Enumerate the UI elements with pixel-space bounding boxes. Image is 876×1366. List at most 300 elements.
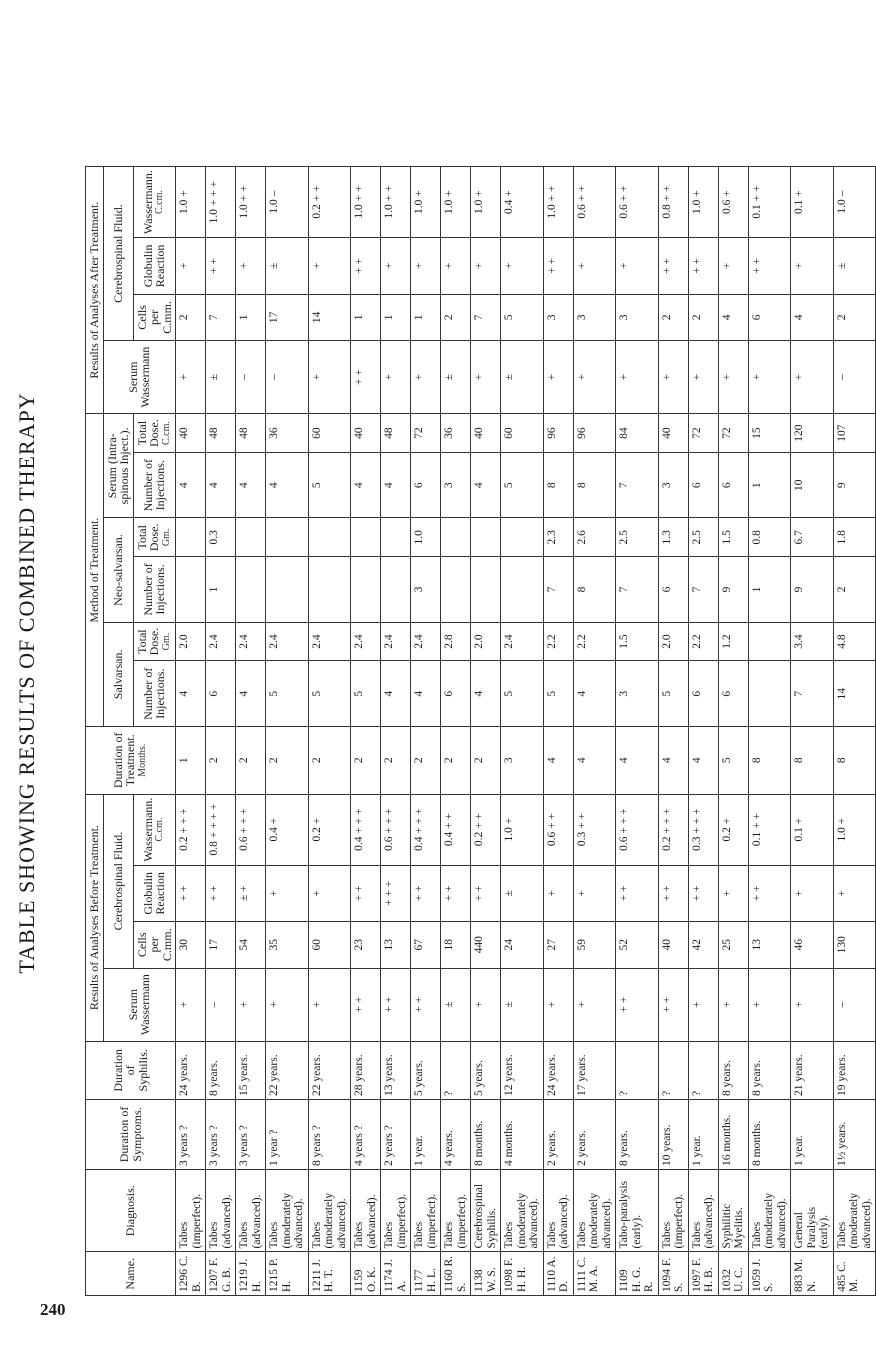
cell-globulin-before: + + + [381, 865, 411, 921]
cell-serum-wass-after: + [381, 341, 411, 414]
cell-cells-before: 13 [381, 922, 411, 969]
cell-globulin-after: + + [658, 238, 688, 294]
cell-name: 883 M. N. [791, 1252, 834, 1296]
cell-name: 1211 J. H. T. [308, 1252, 351, 1296]
cell-csf-wass-after: 0.6 + [718, 167, 748, 238]
cell-neo-number: 1 [748, 557, 791, 623]
cell-globulin-after: ± [833, 238, 876, 294]
cell-cells-after: 7 [471, 294, 501, 341]
cell-diagnosis: Tabes (imperfect). [176, 1170, 206, 1252]
cell-serum-dose: 60 [308, 414, 351, 453]
cell-duration-syphilis: 24 years. [176, 1041, 206, 1099]
header-csf-wass-before-label: Wassermann. [140, 797, 155, 862]
cell-duration-symptoms: 8 years. [616, 1099, 659, 1169]
cell-diagnosis: Tabes (moderately advanced). [573, 1170, 616, 1252]
cell-csf-wass-after: 0.4 + [501, 167, 544, 238]
cell-globulin-before: + [791, 865, 834, 921]
cell-duration-treatment: 4 [658, 726, 688, 794]
cell-serum-dose: 96 [573, 414, 616, 453]
cell-neo-number [236, 557, 266, 623]
cell-cells-before: 67 [411, 922, 441, 969]
cell-duration-symptoms: 1 year. [688, 1099, 718, 1169]
cell-csf-wass-before: 1.0 + [833, 794, 876, 865]
cell-name: 1059 J. S. [748, 1252, 791, 1296]
cell-csf-wass-before: 0.8 + + + + [206, 794, 236, 865]
cell-cells-after: 2 [658, 294, 688, 341]
cell-cells-after: 2 [441, 294, 471, 341]
header-neo-dose [133, 518, 176, 557]
cell-duration-syphilis: 19 years. [833, 1041, 876, 1099]
cell-serum-wass-before: + [688, 968, 718, 1041]
cell-cells-after: 2 [833, 294, 876, 341]
header-neosalvarsan: Neo-salvarsan. [103, 518, 133, 622]
cell-serum-dose: 36 [441, 414, 471, 453]
cell-duration-symptoms: 3 years ? [206, 1099, 236, 1169]
cell-cells-after: 1 [411, 294, 441, 341]
unit-months: Months. [136, 743, 148, 777]
cell-globulin-before: + + [748, 865, 791, 921]
cell-serum-number: 6 [688, 452, 718, 518]
cell-globulin-after: + [176, 238, 206, 294]
table-body [176, 167, 876, 1296]
cell-csf-wass-before: 0.2 + + [471, 794, 501, 865]
cell-neo-number: 8 [573, 557, 616, 623]
cell-serum-wass-before: + + [411, 968, 441, 1041]
cell-salvarsan-number: 4 [573, 661, 616, 727]
cell-name: 1207 F. G. B. [206, 1252, 236, 1296]
cell-duration-treatment: 8 [833, 726, 876, 794]
cell-serum-dose: 36 [266, 414, 309, 453]
cell-serum-wass-after: ± [441, 341, 471, 414]
cell-cells-before: 23 [351, 922, 381, 969]
header-name: Name. [86, 1252, 176, 1296]
cell-serum-number: 4 [351, 452, 381, 518]
cell-neo-dose [308, 518, 351, 557]
cell-duration-treatment: 4 [573, 726, 616, 794]
cell-duration-syphilis: 8 years. [748, 1041, 791, 1099]
cell-serum-wass-after: ± [501, 341, 544, 414]
cell-cells-after: 14 [308, 294, 351, 341]
unit-ccm: C.cm. [160, 421, 172, 445]
cell-diagnosis: Tabo-paralysis (early). [616, 1170, 659, 1252]
cell-duration-syphilis: 24 years. [543, 1041, 573, 1099]
cell-globulin-after: + [718, 238, 748, 294]
cell-serum-wass-after: + [308, 341, 351, 414]
cell-serum-wass-before: ± [441, 968, 471, 1041]
header-duration-symptoms: Duration of Symptoms. [86, 1099, 176, 1169]
header-globulin-after: Globulin Reaction [133, 238, 176, 294]
page-number: 240 [40, 1300, 66, 1319]
cell-csf-wass-before: 0.6 + + + [616, 794, 659, 865]
cell-name: 485 C. M. [833, 1252, 876, 1296]
table-row [236, 167, 266, 1296]
header-csf-wass-after-label: Wassermann. [140, 170, 155, 235]
cell-duration-treatment: 2 [411, 726, 441, 794]
header-csf-wass-after [133, 167, 176, 238]
cell-csf-wass-before: 0.2 + + + [176, 794, 206, 865]
cell-salvarsan-dose: 2.4 [206, 622, 236, 661]
cell-duration-treatment: 4 [543, 726, 573, 794]
cell-salvarsan-number: 3 [616, 661, 659, 727]
page-title: TABLE SHOWING RESULTS OF COMBINED THERAPY [14, 392, 39, 974]
cell-salvarsan-number: 14 [833, 661, 876, 727]
cell-serum-wass-after: + [411, 341, 441, 414]
cell-diagnosis: Tabes (advanced). [543, 1170, 573, 1252]
cell-serum-dose: 60 [501, 414, 544, 453]
cell-neo-dose: 1.8 [833, 518, 876, 557]
cell-cells-after: 5 [501, 294, 544, 341]
cell-duration-treatment: 5 [718, 726, 748, 794]
cell-neo-number [441, 557, 471, 623]
cell-csf-wass-before: 0.1 + [791, 794, 834, 865]
cell-csf-wass-before: 0.6 + + [543, 794, 573, 865]
cell-duration-treatment: 8 [791, 726, 834, 794]
cell-duration-symptoms: 2 years ? [381, 1099, 411, 1169]
cell-globulin-before: + [266, 865, 309, 921]
cell-duration-treatment: 2 [441, 726, 471, 794]
cell-name: 1177 H. L. [411, 1252, 441, 1296]
cell-cells-after: 7 [206, 294, 236, 341]
cell-neo-number [381, 557, 411, 623]
cell-neo-number: 7 [688, 557, 718, 623]
cell-neo-number: 2 [833, 557, 876, 623]
cell-globulin-before: ± [501, 865, 544, 921]
cell-serum-number: 9 [833, 452, 876, 518]
cell-name: 1111 C. M. A. [573, 1252, 616, 1296]
cell-salvarsan-number: 4 [236, 661, 266, 727]
cell-duration-symptoms: 3 years ? [176, 1099, 206, 1169]
cell-duration-symptoms: 4 months. [501, 1099, 544, 1169]
header-duration-syphilis: Duration of Syphilis. [86, 1041, 176, 1099]
cell-salvarsan-number: 5 [308, 661, 351, 727]
unit-gm: Gm. [160, 528, 172, 547]
cell-globulin-after: + [236, 238, 266, 294]
cell-csf-wass-after: 1.0 + + [543, 167, 573, 238]
cell-cells-after: 17 [266, 294, 309, 341]
cell-salvarsan-dose: 2.4 [381, 622, 411, 661]
cell-duration-syphilis: 5 years. [411, 1041, 441, 1099]
cell-csf-wass-before: 0.4 + + [441, 794, 471, 865]
header-results-after: Results of Analyses After Treatment. [86, 167, 104, 414]
cell-duration-syphilis: ? [658, 1041, 688, 1099]
cell-csf-wass-before: 0.2 + [718, 794, 748, 865]
cell-csf-wass-before: 0.3 + + + [688, 794, 718, 865]
header-method: Method of Treatment. [86, 414, 104, 727]
cell-diagnosis: Tabes (imperfect). [381, 1170, 411, 1252]
cell-neo-dose: 1.0 [411, 518, 441, 557]
table-row [748, 167, 791, 1296]
header-cells-after: Cells per C.mm. [133, 294, 176, 341]
cell-duration-symptoms: 4 years ? [351, 1099, 381, 1169]
table-row [543, 167, 573, 1296]
cell-serum-wass-before: – [833, 968, 876, 1041]
cell-serum-wass-before: + [308, 968, 351, 1041]
cell-salvarsan-number: 6 [718, 661, 748, 727]
cell-duration-symptoms: 4 years. [441, 1099, 471, 1169]
cell-serum-wass-before: + [543, 968, 573, 1041]
cell-diagnosis: Tabes (imperfect). [411, 1170, 441, 1252]
cell-serum-number: 7 [616, 452, 659, 518]
cell-globulin-after: + [411, 238, 441, 294]
cell-duration-symptoms: 1 year ? [266, 1099, 309, 1169]
cell-globulin-after: + + [688, 238, 718, 294]
cell-duration-treatment: 2 [351, 726, 381, 794]
cell-salvarsan-dose: 2.2 [688, 622, 718, 661]
cell-globulin-after: + + [351, 238, 381, 294]
cell-cells-after: 4 [718, 294, 748, 341]
cell-neo-dose [441, 518, 471, 557]
cell-neo-dose [381, 518, 411, 557]
cell-serum-number: 6 [718, 452, 748, 518]
cell-cells-after: 3 [616, 294, 659, 341]
cell-serum-wass-before: + [718, 968, 748, 1041]
table-row [791, 167, 834, 1296]
cell-salvarsan-number: 5 [543, 661, 573, 727]
cell-salvarsan-dose: 1.5 [616, 622, 659, 661]
cell-globulin-before: + + [616, 865, 659, 921]
cell-serum-number: 1 [748, 452, 791, 518]
cell-globulin-before: + + [351, 865, 381, 921]
cell-diagnosis: Tabes (moderately advanced). [748, 1170, 791, 1252]
table-row [616, 167, 659, 1296]
cell-name: 1159 O. K. [351, 1252, 381, 1296]
header-neo-number: Number of Injections. [133, 557, 176, 623]
cell-duration-syphilis: ? [616, 1041, 659, 1099]
cell-name: 1296 C. B. [176, 1252, 206, 1296]
cell-salvarsan-number: 6 [688, 661, 718, 727]
cell-salvarsan-number: 6 [206, 661, 236, 727]
cell-neo-dose: 1.5 [718, 518, 748, 557]
results-table [85, 166, 876, 1296]
cell-serum-dose: 72 [688, 414, 718, 453]
cell-serum-number: 4 [381, 452, 411, 518]
table-row [833, 167, 876, 1296]
cell-salvarsan-dose: 2.0 [658, 622, 688, 661]
cell-serum-dose: 15 [748, 414, 791, 453]
cell-csf-wass-before: 0.6 + + + [381, 794, 411, 865]
cell-globulin-before: + + [411, 865, 441, 921]
cell-cells-before: 13 [748, 922, 791, 969]
cell-duration-syphilis: ? [441, 1041, 471, 1099]
cell-name: 1160 R. S. [441, 1252, 471, 1296]
cell-duration-symptoms: 16 months. [718, 1099, 748, 1169]
cell-cells-before: 18 [441, 922, 471, 969]
cell-duration-treatment: 2 [266, 726, 309, 794]
cell-duration-symptoms: 3 years ? [236, 1099, 266, 1169]
cell-salvarsan-dose: 2.8 [441, 622, 471, 661]
cell-serum-wass-before: + [471, 968, 501, 1041]
cell-globulin-after: ± [266, 238, 309, 294]
cell-neo-dose [266, 518, 309, 557]
cell-serum-wass-after: – [266, 341, 309, 414]
cell-serum-wass-before: + + [658, 968, 688, 1041]
cell-name: 1110 A. D. [543, 1252, 573, 1296]
cell-serum-number: 3 [441, 452, 471, 518]
cell-duration-syphilis: 12 years. [501, 1041, 544, 1099]
cell-salvarsan-number: 4 [471, 661, 501, 727]
cell-serum-wass-before: + [176, 968, 206, 1041]
cell-csf-wass-after: 1.0 + [441, 167, 471, 238]
cell-name: 1138 W. S. [471, 1252, 501, 1296]
cell-salvarsan-number [748, 661, 791, 727]
header-csf-after: Cerebrospinal Fluid. [103, 167, 133, 341]
cell-cells-after: 2 [176, 294, 206, 341]
cell-diagnosis: Tabes (advanced). [688, 1170, 718, 1252]
cell-name: 1219 J. H. [236, 1252, 266, 1296]
cell-serum-number: 4 [471, 452, 501, 518]
cell-salvarsan-dose: 2.4 [501, 622, 544, 661]
cell-salvarsan-dose: 2.4 [236, 622, 266, 661]
cell-globulin-before: + + [176, 865, 206, 921]
cell-globulin-before: ± + [236, 865, 266, 921]
cell-csf-wass-before: 1.0 + [501, 794, 544, 865]
cell-serum-wass-after: – [833, 341, 876, 414]
cell-neo-dose [176, 518, 206, 557]
cell-duration-symptoms: 1 year. [411, 1099, 441, 1169]
cell-serum-wass-before: + [748, 968, 791, 1041]
cell-csf-wass-before: 0.4 + + + [351, 794, 381, 865]
cell-serum-number: 4 [206, 452, 236, 518]
cell-duration-treatment: 3 [501, 726, 544, 794]
cell-globulin-after: + [381, 238, 411, 294]
cell-globulin-after: + [471, 238, 501, 294]
cell-salvarsan-dose: 2.4 [266, 622, 309, 661]
cell-diagnosis: Tabes (moderately advanced). [266, 1170, 309, 1252]
cell-neo-number [471, 557, 501, 623]
cell-csf-wass-after: 1.0 + [411, 167, 441, 238]
table-row [658, 167, 688, 1296]
header-csf-before: Cerebrospinal Fluid. [103, 794, 133, 968]
header-salvarsan-dose-label: Total Dose. [134, 627, 161, 656]
cell-globulin-after: + [616, 238, 659, 294]
cell-globulin-before: + [833, 865, 876, 921]
table-row [266, 167, 309, 1296]
cell-name: 1098 F. H. H. [501, 1252, 544, 1296]
cell-diagnosis: Tabes (advanced). [236, 1170, 266, 1252]
cell-serum-number: 8 [573, 452, 616, 518]
cell-serum-dose: 84 [616, 414, 659, 453]
cell-duration-treatment: 4 [688, 726, 718, 794]
cell-diagnosis: Tabes (imperfect). [441, 1170, 471, 1252]
cell-csf-wass-before: 0.1 + + [748, 794, 791, 865]
cell-globulin-before: + [308, 865, 351, 921]
cell-salvarsan-number: 5 [351, 661, 381, 727]
cell-csf-wass-after: 0.6 + + [573, 167, 616, 238]
cell-duration-treatment: 2 [236, 726, 266, 794]
table-row [573, 167, 616, 1296]
cell-neo-number: 1 [206, 557, 236, 623]
header-serum-dose-label: Total Dose. [134, 419, 161, 447]
cell-cells-after: 3 [573, 294, 616, 341]
cell-cells-before: 59 [573, 922, 616, 969]
cell-neo-number [266, 557, 309, 623]
cell-diagnosis: Tabes (advanced). [351, 1170, 381, 1252]
header-serum-number: Number of Injections. [133, 452, 176, 518]
cell-neo-number: 9 [718, 557, 748, 623]
cell-cells-after: 3 [543, 294, 573, 341]
cell-csf-wass-after: 1.0 + + [236, 167, 266, 238]
cell-csf-wass-after: 0.6 + + [616, 167, 659, 238]
cell-salvarsan-dose: 2.4 [308, 622, 351, 661]
cell-diagnosis: Syphilitic Myelitis. [718, 1170, 748, 1252]
header-serum-wass-before: Serum Wassermann [103, 968, 176, 1041]
cell-globulin-before: + + [206, 865, 236, 921]
cell-duration-syphilis: 15 years. [236, 1041, 266, 1099]
cell-salvarsan-dose: 2.4 [411, 622, 441, 661]
unit-gm: Gm. [160, 632, 172, 651]
cell-serum-dose: 40 [176, 414, 206, 453]
cell-serum-dose: 72 [718, 414, 748, 453]
cell-neo-dose: 0.8 [748, 518, 791, 557]
cell-serum-wass-before: + [573, 968, 616, 1041]
cell-serum-wass-before: + [236, 968, 266, 1041]
cell-csf-wass-after: 1.0 + [471, 167, 501, 238]
results-table-wrap [85, 166, 873, 1296]
cell-neo-number [351, 557, 381, 623]
cell-csf-wass-before: 0.4 + + + [411, 794, 441, 865]
cell-duration-syphilis: 13 years. [381, 1041, 411, 1099]
cell-globulin-before: + + [471, 865, 501, 921]
table-row [501, 167, 544, 1296]
cell-cells-after: 1 [381, 294, 411, 341]
cell-duration-treatment: 2 [206, 726, 236, 794]
cell-cells-after: 1 [236, 294, 266, 341]
cell-duration-treatment: 8 [748, 726, 791, 794]
cell-salvarsan-number: 7 [791, 661, 834, 727]
cell-serum-number: 3 [658, 452, 688, 518]
cell-salvarsan-number: 4 [411, 661, 441, 727]
header-globulin-before: Globulin Reaction [133, 865, 176, 921]
cell-duration-symptoms: 2 years. [543, 1099, 573, 1169]
cell-name: 1094 F. S. [658, 1252, 688, 1296]
cell-globulin-after: + [441, 238, 471, 294]
cell-globulin-after: + [308, 238, 351, 294]
table-row [718, 167, 748, 1296]
cell-neo-dose: 2.5 [616, 518, 659, 557]
cell-serum-wass-after: + [573, 341, 616, 414]
cell-csf-wass-before: 0.3 + + [573, 794, 616, 865]
cell-serum-dose: 40 [351, 414, 381, 453]
cell-serum-number: 5 [501, 452, 544, 518]
cell-diagnosis: Tabes (advanced). [206, 1170, 236, 1252]
cell-salvarsan-dose: 2.4 [351, 622, 381, 661]
cell-cells-before: 27 [543, 922, 573, 969]
cell-duration-symptoms: 8 months. [748, 1099, 791, 1169]
cell-diagnosis: General Paralysis (early). [791, 1170, 834, 1252]
cell-csf-wass-after: 1.0 – [266, 167, 309, 238]
unit-ccm: C.cm. [154, 190, 166, 215]
table-row [176, 167, 206, 1296]
cell-duration-symptoms: 1½ years. [833, 1099, 876, 1169]
cell-diagnosis: Tabes (moderately advanced). [501, 1170, 544, 1252]
cell-duration-syphilis: 22 years. [308, 1041, 351, 1099]
cell-neo-dose [351, 518, 381, 557]
cell-csf-wass-after: 0.8 + + [658, 167, 688, 238]
table-row [441, 167, 471, 1296]
cell-globulin-after: + + [543, 238, 573, 294]
unit-ccm: C.cm. [154, 817, 166, 842]
cell-neo-number: 9 [791, 557, 834, 623]
cell-serum-number: 5 [308, 452, 351, 518]
cell-csf-wass-after: 1.0 + [176, 167, 206, 238]
cell-salvarsan-number: 5 [501, 661, 544, 727]
cell-neo-number [501, 557, 544, 623]
cell-duration-treatment: 2 [308, 726, 351, 794]
cell-globulin-before: + + [688, 865, 718, 921]
cell-salvarsan-number: 5 [658, 661, 688, 727]
cell-duration-symptoms: 1 year. [791, 1099, 834, 1169]
cell-neo-number [308, 557, 351, 623]
